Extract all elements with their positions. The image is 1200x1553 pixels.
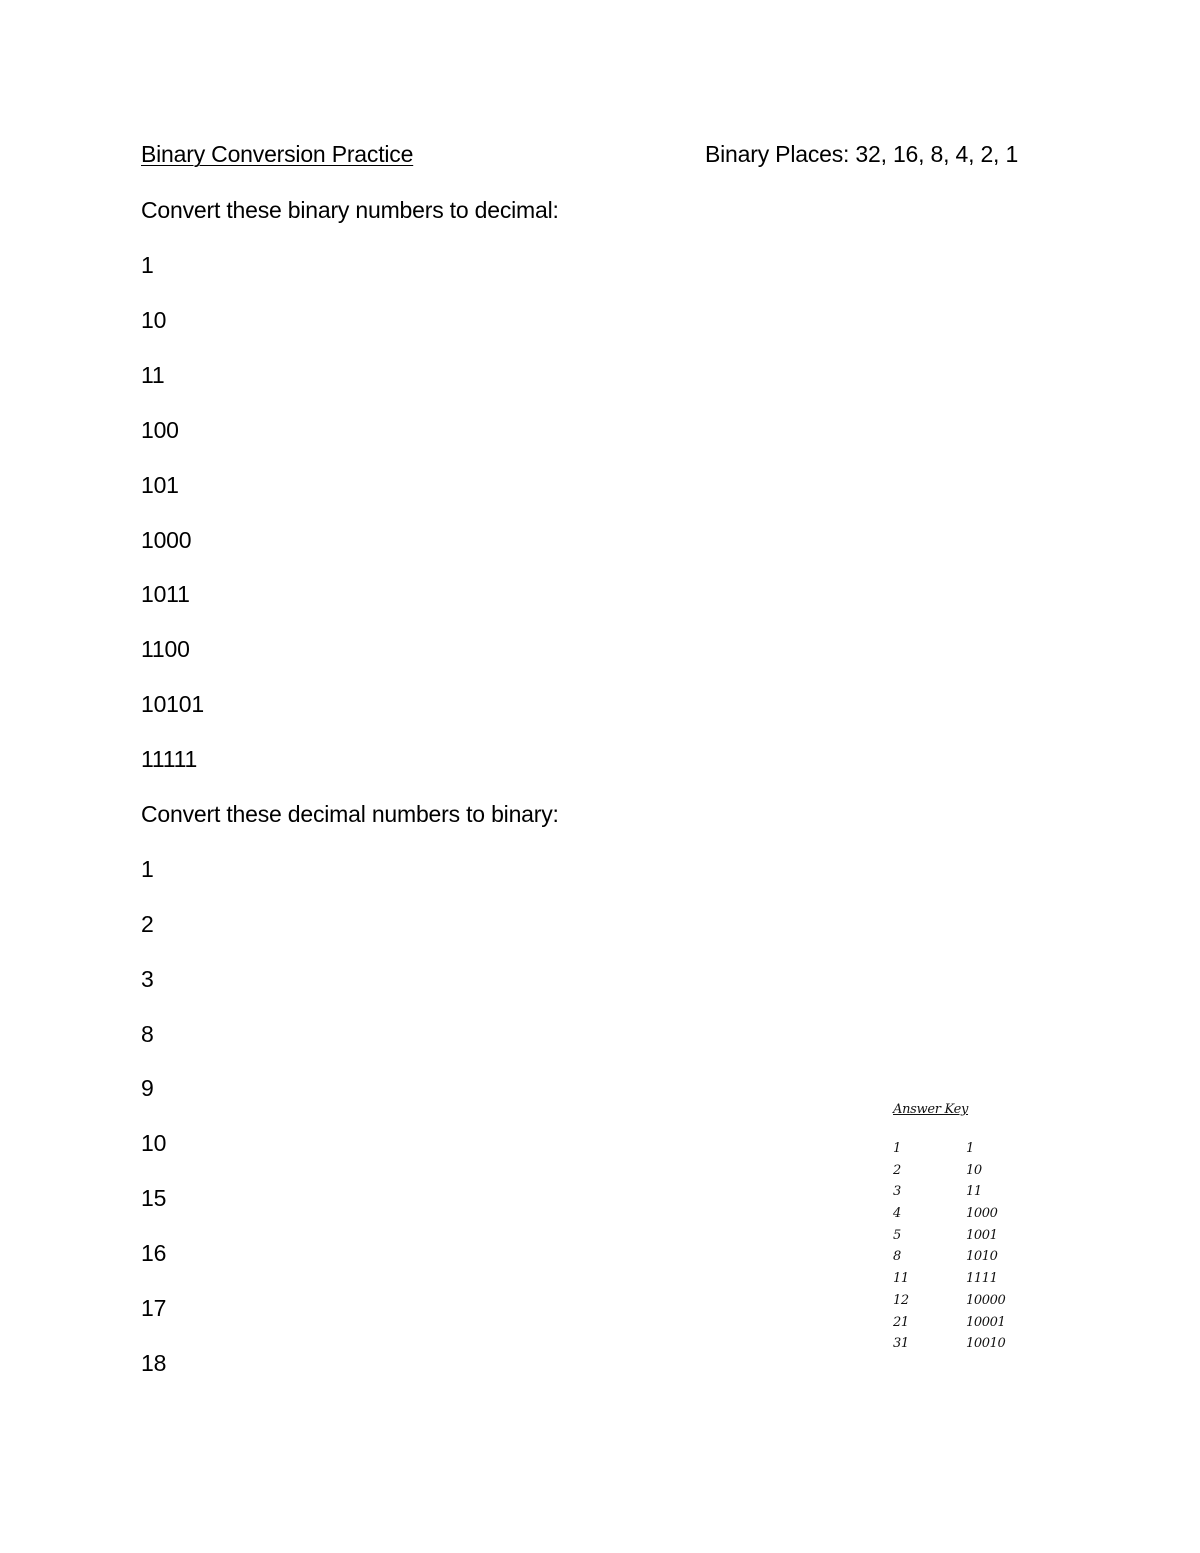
problem-item: 101 bbox=[141, 472, 179, 498]
answer-key-decimal: 11 bbox=[893, 1271, 909, 1287]
binary-places-note: Binary Places: 32, 16, 8, 4, 2, 1 bbox=[705, 141, 1019, 167]
answer-key-row bbox=[893, 1246, 1043, 1268]
problem-item: 10 bbox=[141, 307, 167, 333]
problem-item: 9 bbox=[141, 1075, 154, 1101]
problem-item: 1000 bbox=[141, 527, 192, 553]
answer-key-row bbox=[893, 1225, 1043, 1247]
problem-item: 1 bbox=[141, 856, 154, 882]
section-heading-binary-to-decimal: Convert these binary numbers to decimal: bbox=[141, 197, 559, 223]
problem-item: 1011 bbox=[141, 581, 190, 607]
answer-key-row bbox=[893, 1181, 1043, 1203]
answer-key-row bbox=[893, 1290, 1043, 1312]
page-title: Binary Conversion Practice bbox=[141, 141, 414, 167]
answer-key-title: Answer Key bbox=[893, 1102, 969, 1117]
answer-key-binary: 1111 bbox=[966, 1271, 998, 1287]
problem-item: 17 bbox=[141, 1295, 167, 1321]
answer-key-decimal: 5 bbox=[893, 1227, 901, 1243]
problem-item: 11 bbox=[141, 362, 165, 388]
answer-key-binary: 1 bbox=[966, 1141, 974, 1156]
answer-key-binary: 1010 bbox=[966, 1249, 998, 1265]
problem-item: 10 bbox=[141, 1130, 167, 1156]
answer-key-binary: 1000 bbox=[966, 1206, 998, 1222]
answer-key-row bbox=[893, 1312, 1043, 1334]
answer-key-binary: 10000 bbox=[966, 1292, 1006, 1308]
problem-item: 16 bbox=[141, 1240, 167, 1266]
problem-item: 3 bbox=[141, 966, 154, 992]
section-heading-decimal-to-binary: Convert these decimal numbers to binary: bbox=[141, 801, 559, 827]
problem-item: 100 bbox=[141, 417, 179, 443]
answer-key-decimal: 3 bbox=[893, 1184, 901, 1200]
answer-key bbox=[893, 1102, 1043, 1355]
answer-key-binary: 1001 bbox=[966, 1227, 998, 1243]
problem-item: 2 bbox=[141, 911, 154, 937]
problem-item: 1 bbox=[141, 252, 154, 278]
answer-key-decimal: 1 bbox=[893, 1141, 901, 1156]
answer-key-decimal: 12 bbox=[893, 1292, 909, 1308]
problem-item: 15 bbox=[141, 1185, 167, 1211]
answer-key-decimal: 21 bbox=[893, 1314, 909, 1330]
problem-item: 10101 bbox=[141, 691, 204, 717]
answer-key-decimal: 2 bbox=[893, 1162, 901, 1178]
answer-key-binary: 10 bbox=[966, 1162, 982, 1178]
answer-key-decimal: 8 bbox=[893, 1249, 901, 1265]
problem-item: 8 bbox=[141, 1021, 154, 1047]
problem-item: 11111 bbox=[141, 746, 198, 772]
answer-key-binary: 10010 bbox=[966, 1336, 1006, 1352]
answer-key-row bbox=[893, 1333, 1043, 1355]
answer-key-decimal: 31 bbox=[893, 1336, 909, 1352]
answer-key-binary: 11 bbox=[966, 1184, 982, 1200]
answer-key-binary: 10001 bbox=[966, 1314, 1006, 1330]
answer-key-row bbox=[893, 1203, 1043, 1225]
problem-item: 18 bbox=[141, 1350, 167, 1376]
answer-key-decimal: 4 bbox=[893, 1206, 901, 1222]
answer-key-row bbox=[893, 1268, 1043, 1290]
answer-key-row bbox=[893, 1138, 1043, 1160]
problem-item: 1100 bbox=[141, 636, 190, 662]
answer-key-row bbox=[893, 1160, 1043, 1182]
